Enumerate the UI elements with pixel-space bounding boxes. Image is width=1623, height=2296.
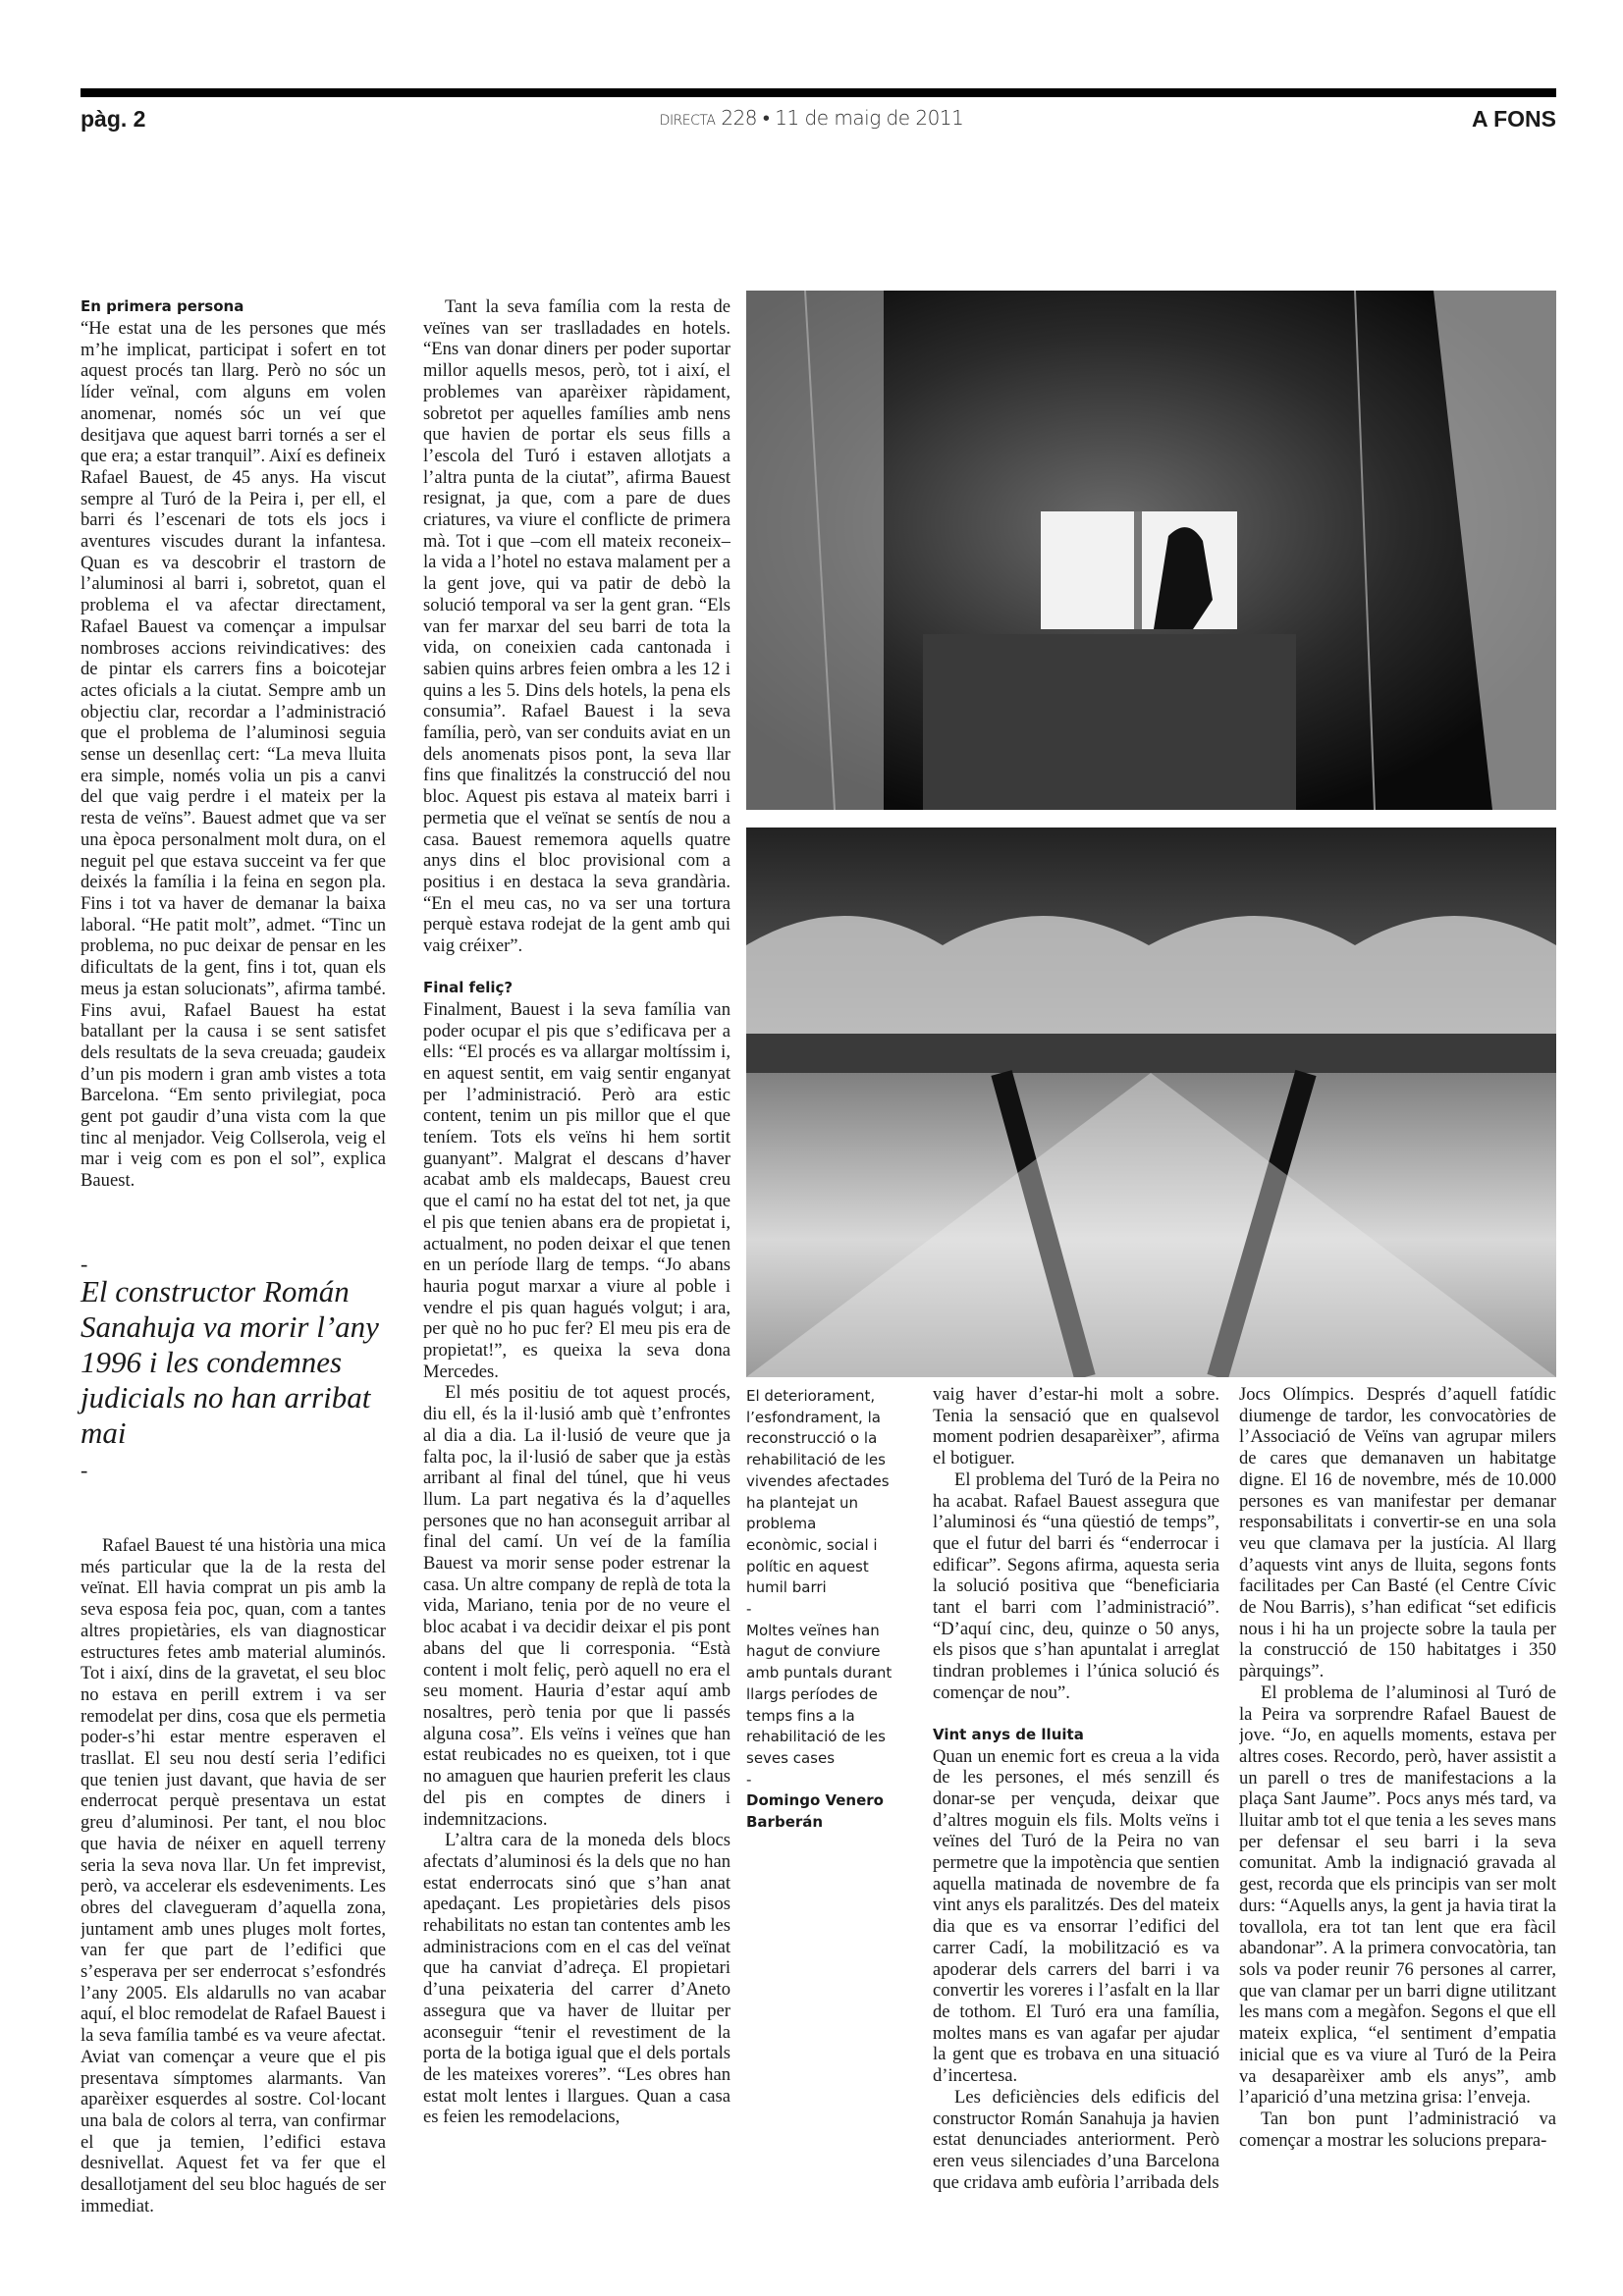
paragraph: Tant la seva família com la resta de veïnes van ser traslladades en hotels. “Ens van donar diners per poder suportar millor aquells mesos, però, tot i així, el problemes van aparèixer ràpidament, sobretot per aquelles famílies amb nens que havien de portar els seus fills a l’escola del Turó i estaven allotjats a l’altra punta de la ciutat”, afirma Bauest resignat, ja que, com a pare de dues criatures, va viure el conflicte de primera mà. Tot i que –com ell mateix reconeix– la vida a l’hotel no estava malament per a la gent jove, qui va patir de debò la solució temporal va ser la gent gran. “Els van fer marxar del seu barri de tota la vida, on coneixien cada cantonada i sabien quins arbres feien ombra a les 12 i quins a les 5. Dins dels hotels, la pena els consumia”. Rafael Bauest i la seva família, però, van ser conduits aviat en un dels anomenats pisos pont, la seva llar fins que finalitzés la construcció del nou bloc. Aquest pis estava al mateix barri i permetia que el veïnat se sentís de nou a casa. Bauest rememora aquells quatre anys dins el bloc provisional com a positius i en destaca la seva grandària. “En el meu cas, no va ser una tortura perquè estava rodejat de la gent amb qui vaig créixer”. xyxy=(423,296,730,957)
paragraph: Les deficiències dels edificis del constructor Román Sanahuja ja havien estat denunciades anteriorment. Però eren veus silenciades d’una Barcelona que cridava amb eufòria l’arribada dels xyxy=(933,2086,1219,2193)
paragraph: El més positiu de tot aquest procés, diu ell, és la il·lusió amb què t’enfrontes al dia a dia. La il·lusió de veure que ja falta poc, la il·lusió de saber que ja estàs arribant al final del túnel, que hi veus llum. La part negativa és la d’aquelles persones que no han aconseguit arribar al final del camí. Un veí de la família Bauest va morir sense poder estrenar la casa. Un altre company de replà de tota la vida, Mariano, tenia por de no veure el bloc acabat i va decidir deixar el pis pont abans del que li corresponia. “Està content i molt feliç, però aquell no era el seu moment. Hauria d’estar aquí amb nosaltres, però tenia por que li passés alguna cosa”. Els veïns i veïnes que han estat reubicades no es queixen, tot i que no amaguen que haurien preferit les claus del pis en comptes de diners i indemnitzacions. xyxy=(423,1382,730,1830)
paragraph: Tan bon punt l’administració va començar a mostrar les solucions prepara- xyxy=(1239,2108,1556,2151)
paragraph: El problema de l’aluminosi al Turó de la Peira va sorprendre Rafael Bauest de jove. “Jo, en aquells moments, estava per altres coses. Recordo, però, haver assistit a un parell o tres de manifestacions a la plaça Sant Jaume”. Pocs anys més tard, va lluitar amb tot el que tenia a les seves mans per defensar el seu barri i la seva comunitat. Amb la indignació gravada al gest, recorda que els principis van ser molt durs: “Aquells anys, la gent ja havia tirat la tovallola, era tot tan lent que era fàcil abandonar”. A la primera convocatòria, tan sols va poder reunir 76 persones al carrer, que van clamar per un barri digne utilitzant les mans com a megàfon. Segons el que ell mateix explica, “el sentiment d’empatia inicial que es va viure al Turó de la Peira va desaparèixer amb els anys”, amb l’aparició d’una metzina grisa: l’enveja. xyxy=(1239,1682,1556,2109)
paragraph: El problema del Turó de la Peira no ha acabat. Rafael Bauest assegura que l’aluminosi és “una qüestió de temps”, que el futur del barri és “enderrocar i edificar”. Segons afirma, aquesta seria la solució positiva que “beneficiaria tant el barri com l’administració”. “D’aquí cinc, deu, quinze o 50 anys, els pisos que s’han apuntalat i arreglat tindran problemes i l’única solució és començar de nou”. xyxy=(933,1468,1219,1703)
caption-text: Moltes veïnes han hagut de conviure amb puntals durant llargs períodes de temps fins a la rehabilitació de les seves cases xyxy=(746,1621,893,1767)
article-column-4 xyxy=(933,1384,1219,2228)
photo-caption xyxy=(746,1386,893,1834)
paragraph: Finalment, Bauest i la seva família van poder ocupar el pis que s’edificava per a ells: “El procés es va allargar moltíssim i, en aquest sentit, em vaig sentir enganyat per l’administració. Però ara estic content, tenim un pis millor que el que teníem. Tots els veïns hi hem sortit guanyant”. Malgrat el descans d’haver acabat amb els maldecaps, Bauest creu que el camí no ha estat del tot net, ja que el pis que tenien abans era de propietat i, actualment, no poden deixar el que tenen en un període llarg de temps. “Jo abans hauria pogut marxar a viure al poble i vendre el pis quan hagués volgut; i ara, per què no ho puc fer? El meu pis era de propietat!”, es queixa la seva dona Mercedes. xyxy=(423,998,730,1382)
caption-text: El deteriorament, l’esfondrament, la reconstrucció o la rehabilitació de les vivendes afectades ha plantejat un problema econòmic, social i polític en aquest humil barri xyxy=(746,1387,890,1597)
photo-credit: Domingo Venero Barberán xyxy=(746,1791,884,1832)
subheading: Vint anys de lluita xyxy=(933,1725,1084,1743)
paragraph: Rafael Bauest té una història una mica més particular que la de la resta del veïnat. Ell havia comprat un pis amb la seva esposa feia poc, quan, com a tantes altres propietàries, els van diagnosticar estructures fetes amb material aluminós. Tot i així, dins de la gravetat, el seu bloc no estava en perill extrem i va ser remodelat per dins, cosa que els permetia poder-s’hi estar mentre esperaven el trasllat. El seu nou destí seria l’edifici que tenien just davant, que havia de ser enderrocat perquè presentava un estat greu d’aluminosi. Per tant, el nou bloc que havia de néixer en aquell terreny seria la seva nova llar. Un fet imprevist, però, va accelerar els esdeveniments. Les obres del clavegueram d’aquella zona, juntament amb unes pluges molt fortes, van fer que part de l’edifici que s’esperava per ser enderrocat s’esfondrés l’any 2005. Els aldarulls no van acabar aquí, el bloc remodelat de Rafael Bauest i la seva família també es va veure afectat. Aviat van començar a veure que el pis presentava símptomes alarmants. Van aparèixer esquerdes al sostre. Col·locant una bala de colors al terra, van confirmar el que ja temien, l’edifici estava desnivellat. Aquest fet va fer que el desallotjament del seu bloc hagués de ser immediat. xyxy=(81,1535,386,2216)
section-name: A FONS xyxy=(1471,106,1556,132)
photo-ceiling-props xyxy=(746,828,1556,1377)
article-column-1 xyxy=(81,296,386,1239)
issue-date: 228 • 11 de maig de 2011 xyxy=(721,106,964,130)
pull-quote-text: El constructor Román Sanahuja va morir l’any 1996 i les condemnes judicials no han arribat mai xyxy=(81,1274,379,1450)
article-column-5 xyxy=(1239,1384,1556,2228)
subheading: En primera persona xyxy=(81,297,244,315)
publication-name: DIRECTA xyxy=(659,113,716,129)
pull-quote xyxy=(81,1252,386,1482)
article-column-1-bottom xyxy=(81,1535,386,2227)
paragraph: L’altra cara de la moneda dels blocs afectats d’aluminosi és la dels que no han estat enderrocats sinó que s’han anat apedaçant. Les propietàries dels pisos rehabilitats no estan tan contentes amb les administracions com en el cas del veïnat que ha canviat d’adreça. El propietari d’una peixateria del carrer d’Aneto assegura que va haver de lluitar per aconseguir “tenir el revestiment de la porta de la botiga igual que el dels portals de les mateixes voreres”. “Les obres han estat molt lentes i llargues. Quan a casa es feien les remodelacions, xyxy=(423,1830,730,2128)
paragraph: “He estat una de les persones que més m’he implicat, participat i sofert en tot aquest procés tan llarg. Però no sóc un líder veïnal, com alguns em volen anomenar, només sóc un veí que desitjava que aquest barri tornés a ser el que era; a estar tranquil”. Així es defineix Rafael Bauest, de 45 anys. Ha viscut sempre al Turó de la Peira i, per ell, el barri és l’escenari de tots els jocs i aventures viscudes durant la infantesa. Quan es va descobrir el trastorn de l’aluminosi al barri i, sobretot, quan el problema el va afectar directament, Rafael Bauest va començar a impulsar nombroses accions reivindicatives: des de pintar els carrers fins a boicotejar actes oficials a la ciutat. Sempre amb un objectiu clar, recordar a l’administració que el problema de l’aluminosi seguia sense un desenllaç cert: “La meva lluita era simple, només volia un pis a canvi del que vaig perdre i el mateix per la resta de veïns”. Bauest admet que va ser una època personalment molt dura, on el neguit pel que estava succeint va fer que deixés la família i la feina en segon pla. Fins i tot va haver de demanar la baixa laboral. “He patit molt”, admet. “Tinc un problema, no puc deixar de pensar en les dificultats de la gent, fins i tot, quan els meus ja estan solucionats”, afirma també. Fins avui, Rafael Bauest ha estat batallant per la causa i se sent satisfet dels resultats de la seva creuada; gaudeix d’un pis modern i gran amb vistes a tota Barcelona. “Em sento privilegiat, poca gent pot gaudir d’una vista com la que tinc al menjador. Veig Collserola, veig el mar i veig com es pon el sol”, explica Bauest. xyxy=(81,318,386,1192)
quote-dash: - xyxy=(81,1252,88,1276)
paragraph: Jocs Olímpics. Després d’aquell fatídic diumenge de tardor, les convocatòries de l’Associació de Veïns van agrupar milers de cares que demanaven un habitatge digne. El 16 de novembre, més de 10.000 persones es van manifestar per demanar responsabilitats i convertir-se en una sola veu que clamava per la justícia. Al llarg d’aquests vint anys de lluita, segons fonts facilitades per Can Basté (el Centre Cívic de Nou Barris), s’han edificat “set edificis nous i hi ha un projecte sobre la taula per la construcció de 150 habitatges i 350 pàrquings”. xyxy=(1239,1384,1556,1682)
article-column-2 xyxy=(423,296,730,2228)
header-rule xyxy=(81,88,1556,97)
subheading: Final feliç? xyxy=(423,978,514,996)
caption-dash: - xyxy=(746,1770,752,1789)
photo-interior-silhouette xyxy=(746,291,1556,810)
page-number: pàg. 2 xyxy=(81,106,146,132)
issue-info xyxy=(0,106,1623,131)
paragraph: vaig haver d’estar-hi molt a sobre. Tenia la sensació que en qualsevol moment podrien desaparèixer”, afirma el botiguer. xyxy=(933,1384,1219,1469)
quote-dash: - xyxy=(81,1458,88,1482)
caption-dash: - xyxy=(746,1600,752,1619)
paragraph: Quan un enemic fort es creua a la vida de les persones, el més senzill és donar-se per vençuda, deixar que d’altres moguin els fils. Molts veïns i veïnes del Turó de la Peira no van permetre que la impotència que sentien aquella matinada de novembre de fa vint anys els paralitzés. Des del mateix dia que es va ensorrar l’edifici del carrer Cadí, la mobilització es va apoderar dels carrers del barri i va convertir les voreres i l’asfalt en la llar de tothom. El Turó era una família, moltes mans es van agafar per ajudar la gent que es trobava en una situació d’incertesa. xyxy=(933,1745,1219,2087)
